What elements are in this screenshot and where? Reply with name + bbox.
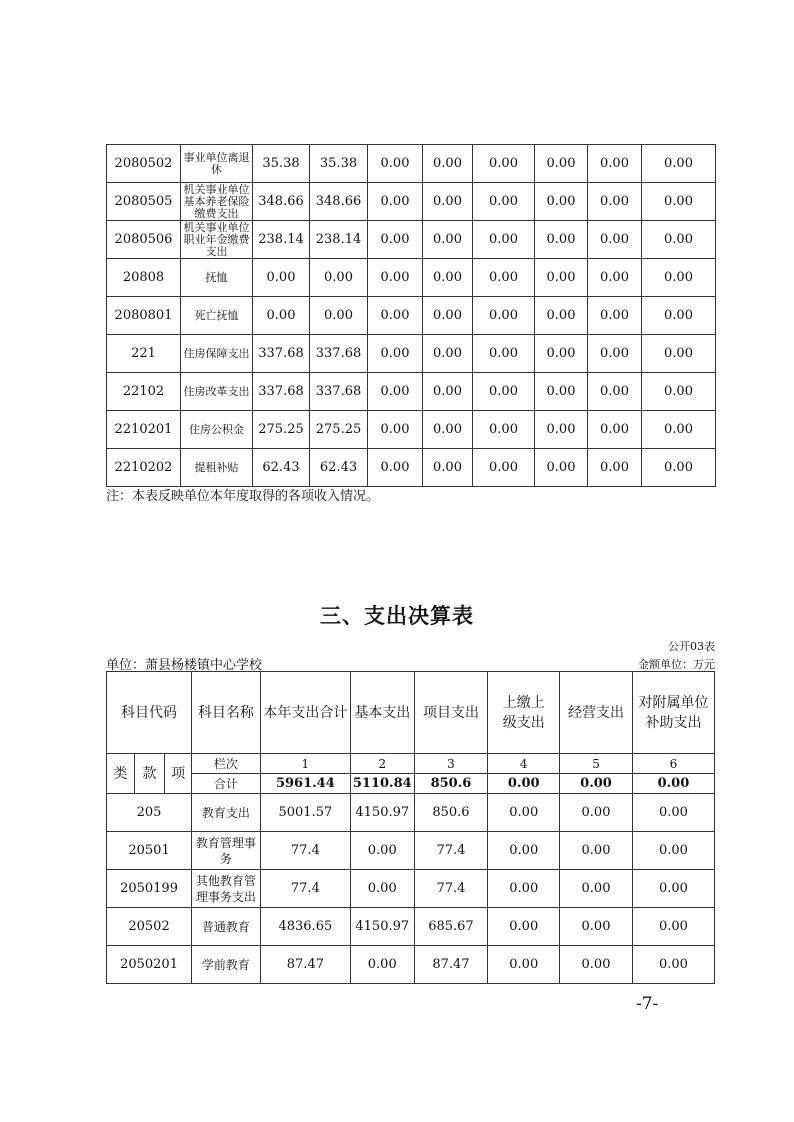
subject-name: 事业单位离退休 [181,145,253,183]
value-cell: 4150.97 [350,794,414,832]
header-name: 科目名称 [192,672,261,754]
value-cell: 62.43 [253,449,310,487]
total-value: 0.00 [560,774,633,794]
table-row [107,259,716,297]
subject-name: 住房保障支出 [181,335,253,373]
value-cell: 0.00 [560,794,633,832]
value-cell: 0.00 [350,832,414,870]
column-number: 5 [560,754,633,774]
total-value: 0.00 [632,774,714,794]
subject-code: 2050199 [107,870,192,908]
value-cell: 0.00 [488,870,560,908]
total-value: 5961.44 [260,774,350,794]
value-cell: 0.00 [535,411,588,449]
value-cell: 685.67 [414,908,488,946]
header-col: 对附属单位补助支出 [632,672,714,754]
header-lanci: 栏次 [192,754,261,774]
header-col: 本年支出合计 [260,672,350,754]
value-cell: 0.00 [560,946,633,984]
value-cell: 0.00 [632,794,714,832]
value-cell: 348.66 [310,183,368,221]
value-cell: 87.47 [414,946,488,984]
value-cell: 0.00 [368,373,423,411]
subject-name: 提租补贴 [181,449,253,487]
subject-name: 其他教育管理事务支出 [192,870,261,908]
table-row [107,832,715,870]
table-row [107,221,716,259]
header-col: 基本支出 [350,672,414,754]
value-cell: 0.00 [632,832,714,870]
amount-unit: 金额单位：万元 [638,658,715,671]
value-cell: 0.00 [642,335,716,373]
value-cell: 0.00 [473,259,535,297]
subject-name: 教育支出 [192,794,261,832]
value-cell: 0.00 [488,946,560,984]
value-cell: 348.66 [253,183,310,221]
value-cell: 0.00 [642,259,716,297]
column-number: 1 [260,754,350,774]
value-cell: 0.00 [535,373,588,411]
value-cell: 35.38 [253,145,310,183]
table-row [107,297,716,335]
value-cell: 0.00 [423,449,473,487]
value-cell: 0.00 [473,221,535,259]
subject-name: 教育管理事务 [192,832,261,870]
header-row [107,672,715,754]
value-cell: 0.00 [535,221,588,259]
table-row [107,946,715,984]
subject-code: 2210201 [107,411,181,449]
subject-name: 学前教育 [192,946,261,984]
total-value: 0.00 [488,774,560,794]
value-cell: 0.00 [588,259,642,297]
value-cell: 0.00 [368,259,423,297]
subject-code: 2080502 [107,145,181,183]
value-cell: 77.4 [260,832,350,870]
table-row [107,908,715,946]
income-table [106,144,716,487]
value-cell: 0.00 [473,183,535,221]
value-cell: 0.00 [350,870,414,908]
value-cell: 0.00 [642,449,716,487]
value-cell: 77.4 [414,870,488,908]
value-cell: 4150.97 [350,908,414,946]
column-number: 2 [350,754,414,774]
value-cell: 0.00 [642,221,716,259]
value-cell: 0.00 [473,449,535,487]
subject-name: 住房公积金 [181,411,253,449]
value-cell: 0.00 [560,908,633,946]
value-cell: 0.00 [473,411,535,449]
value-cell: 0.00 [588,449,642,487]
subject-name: 普通教育 [192,908,261,946]
value-cell: 0.00 [423,145,473,183]
value-cell: 0.00 [368,297,423,335]
table-row [107,794,715,832]
subject-name: 机关事业单位职业年金缴费支出 [181,221,253,259]
value-cell: 0.00 [368,145,423,183]
table-row [107,373,716,411]
value-cell: 5001.57 [260,794,350,832]
total-row [107,774,715,794]
value-cell: 275.25 [253,411,310,449]
value-cell: 35.38 [310,145,368,183]
unit-label: 单位：萧县杨楼镇中心学校 [106,658,263,673]
total-value: 850.6 [414,774,488,794]
subject-code: 22102 [107,373,181,411]
value-cell: 0.00 [310,259,368,297]
value-cell: 0.00 [588,411,642,449]
subject-name: 抚恤 [181,259,253,297]
value-cell: 0.00 [423,411,473,449]
header-kuan: 款 [134,754,165,794]
subject-code: 20501 [107,832,192,870]
value-cell: 0.00 [423,221,473,259]
value-cell: 87.47 [260,946,350,984]
value-cell: 0.00 [310,297,368,335]
table-row [107,870,715,908]
value-cell: 0.00 [642,297,716,335]
total-label: 合计 [192,774,261,794]
subject-code: 20502 [107,908,192,946]
value-cell: 0.00 [368,335,423,373]
value-cell: 62.43 [310,449,368,487]
value-cell: 337.68 [310,373,368,411]
value-cell: 77.4 [414,832,488,870]
column-number: 4 [488,754,560,774]
header-col: 经营支出 [560,672,633,754]
value-cell: 0.00 [423,259,473,297]
value-cell: 0.00 [423,373,473,411]
value-cell: 0.00 [535,449,588,487]
value-cell: 0.00 [368,449,423,487]
value-cell: 0.00 [253,259,310,297]
header-lei: 类 [107,754,135,794]
value-cell: 0.00 [535,259,588,297]
value-cell: 0.00 [642,411,716,449]
value-cell: 238.14 [310,221,368,259]
value-cell: 0.00 [423,183,473,221]
value-cell: 0.00 [253,297,310,335]
subject-name: 死亡抚恤 [181,297,253,335]
header-code: 科目代码 [107,672,192,754]
value-cell: 0.00 [488,832,560,870]
table-row [107,145,716,183]
value-cell: 0.00 [632,908,714,946]
subject-code: 221 [107,335,181,373]
value-cell: 0.00 [560,832,633,870]
value-cell: 0.00 [368,183,423,221]
subject-code: 2050201 [107,946,192,984]
value-cell: 0.00 [588,145,642,183]
table-row [107,411,716,449]
value-cell: 0.00 [642,145,716,183]
value-cell: 0.00 [368,221,423,259]
subject-code: 205 [107,794,192,832]
subject-name: 住房改革支出 [181,373,253,411]
value-cell: 337.68 [253,373,310,411]
value-cell: 0.00 [588,221,642,259]
value-cell: 0.00 [535,183,588,221]
value-cell: 0.00 [535,297,588,335]
header-col: 上缴上级支出 [488,672,560,754]
table-row [107,449,716,487]
value-cell: 0.00 [423,297,473,335]
value-cell: 337.68 [253,335,310,373]
value-cell: 0.00 [368,411,423,449]
value-cell: 0.00 [473,297,535,335]
value-cell: 0.00 [473,335,535,373]
value-cell: 0.00 [642,183,716,221]
value-cell: 0.00 [632,870,714,908]
page-number: -7- [636,994,659,1014]
subject-code: 2080505 [107,183,181,221]
table-row [107,183,716,221]
value-cell: 0.00 [642,373,716,411]
value-cell: 0.00 [588,373,642,411]
value-cell: 0.00 [473,373,535,411]
value-cell: 0.00 [535,145,588,183]
value-cell: 0.00 [423,335,473,373]
value-cell: 4836.65 [260,908,350,946]
subject-code: 2080506 [107,221,181,259]
value-cell: 337.68 [310,335,368,373]
header-xiang: 项 [165,754,192,794]
value-cell: 0.00 [488,794,560,832]
value-cell: 0.00 [350,946,414,984]
value-cell: 77.4 [260,870,350,908]
value-cell: 850.6 [414,794,488,832]
subject-code: 2210202 [107,449,181,487]
column-number: 3 [414,754,488,774]
value-cell: 0.00 [488,908,560,946]
value-cell: 0.00 [588,335,642,373]
value-cell: 0.00 [588,297,642,335]
subject-code: 20808 [107,259,181,297]
value-cell: 0.00 [535,335,588,373]
table-row [107,335,716,373]
value-cell: 275.25 [310,411,368,449]
table-note: 注：本表反映单位本年度取得的各项收入情况。 [106,489,380,504]
subject-name: 机关事业单位基本养老保险缴费支出 [181,183,253,221]
expense-table [106,671,715,984]
column-number: 6 [632,754,714,774]
column-number-row [107,754,715,774]
value-cell: 0.00 [560,870,633,908]
subject-code: 2080801 [107,297,181,335]
table-number: 公开03表 [668,640,715,653]
value-cell: 0.00 [588,183,642,221]
section-title: 三、支出决算表 [320,604,474,628]
value-cell: 0.00 [473,145,535,183]
value-cell: 0.00 [632,946,714,984]
value-cell: 238.14 [253,221,310,259]
header-col: 项目支出 [414,672,488,754]
total-value: 5110.84 [350,774,414,794]
